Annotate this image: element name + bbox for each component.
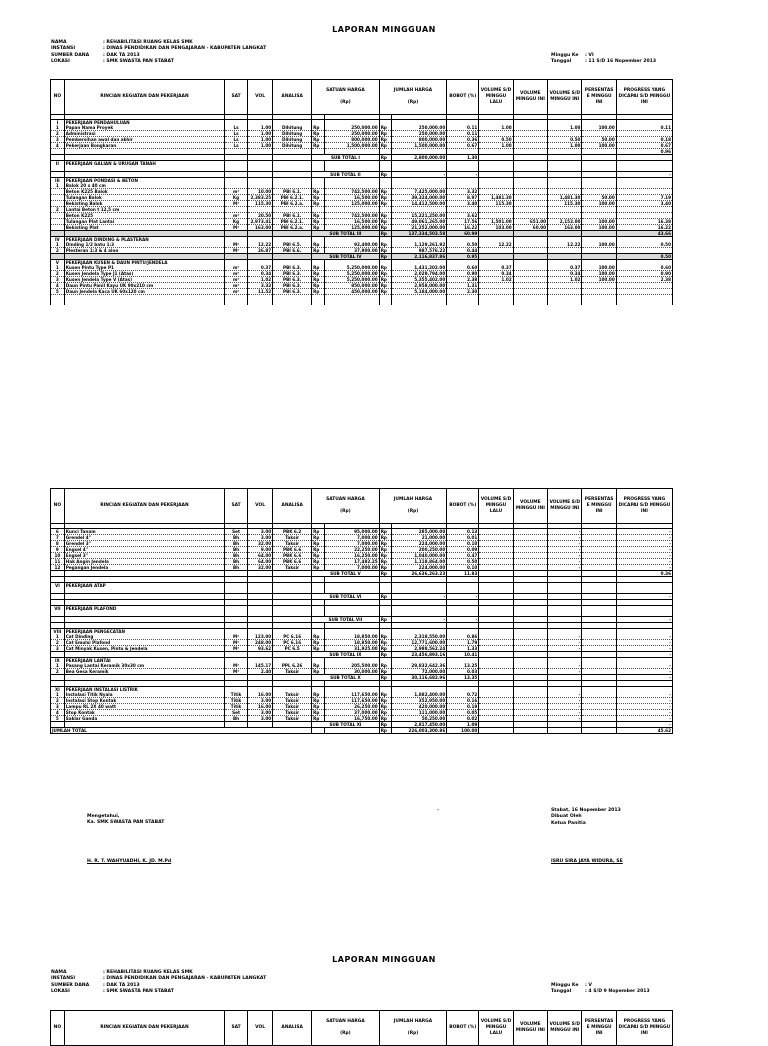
- section-title: PEKERJAAN PENDAHULUAN: [64, 120, 224, 126]
- col-header-rincian: RINCIAN KEGIATAN DAN PEKERJAAN: [64, 489, 224, 524]
- col-header-progress: PROGRESS YANG DICAPAI S/D MINGGU INI: [616, 80, 672, 115]
- table-row: 1 Balok 20 x 40 cm: [51, 183, 673, 189]
- report-title-page3: LAPORAN MINGGUAN: [332, 955, 436, 964]
- col-header-vol_lalu: VOLUME S/D MINGGU LALU: [479, 1011, 513, 1046]
- table-row: 2 Cat Emulsi Plafond M² 248.00 PC 6.16 Rp 18,850.00 Rp 12,771,600.00 1.79 - -: [51, 640, 673, 646]
- table-row: 3 Kusen Jendela Type V (Atas) m³ 1.02 PBI 6.3. Rp 5,250,000.00 Rp 5,355,402.00 2.38 1.02 1.02 100.00 2.38: [51, 277, 673, 283]
- subtotal-label: SUB TOTAL V: [312, 571, 380, 577]
- subtotal-row: SUB TOTAL IX Rp 23,456,893.16 10.41 -: [51, 652, 673, 658]
- subtotal-row: SUB TOTAL IV Rp 2,116,837.86 0.95 0.50: [51, 254, 673, 260]
- table-row: 9 Engsel 4" Bh 9.00 PBK 6.6 Rp 22,250.00 Rp 200,250.00 0.09 - -: [51, 547, 673, 553]
- col-header-analisa: ANALISA: [273, 1011, 312, 1046]
- table-row: Beton K225 Balok m³ 10.00 PBI 6.1. Rp 742,500.00 Rp 7,425,000.00 3.32: [51, 189, 673, 195]
- table-row: Beton K225 m³ 20.50 PBI 6.1. Rp 742,500.00 Rp 15,221,250.00 3.62: [51, 213, 673, 219]
- subtotal-row: SUB TOTAL II Rp - - -: [51, 172, 673, 178]
- subtotal-amount: -: [392, 617, 447, 623]
- table-header-row: [51, 80, 673, 115]
- table-row: 4 Pekerjaan Bongkaran Ls 1.00 Dihitung Rp 1,500,000.00 Rp 1,500,000.00 0.67 1.00 1.00 100.00 0.67: [51, 143, 673, 149]
- table-row: 3 Cat Minyak Kusen, Pintu & Jendela M² 93.62 PC 6.5 Rp 31,925.00 Rp 2,988,562.24 1.33 - -: [51, 646, 673, 652]
- table-row: 1 Instalasi Titik Nyala Titik 16.00 Taksir Rp 117,650.00 Rp 1,882,400.00 0.72 - -: [51, 692, 673, 698]
- section-row: IX PEKERJAAN LANTAI: [51, 658, 673, 664]
- section-title: PEKERJAAN LANTAI: [64, 658, 224, 664]
- section-title: PEKERJAAN ATAP: [64, 583, 224, 589]
- subtotal-row: SUB TOTAL VII Rp - - -: [51, 617, 673, 623]
- subtotal-row: SUB TOTAL III Rp 137,334,503.58 60.99 43.66: [51, 231, 673, 237]
- table-row: 7 Grendel 4" Bh 3.00 Taksir Rp 7,000.00 Rp 21,000.00 0.01 - -: [51, 535, 673, 541]
- table-row: 5 Daun Jendela Kaca UK 60x120 cm m² 11.52 PBI 6.3. Rp 450,000.00 Rp 5,184,000.00 2.30: [51, 289, 673, 295]
- col-header-vol: VOL: [248, 1011, 273, 1046]
- section-row: VII PEKERJAAN PLAFOND: [51, 606, 673, 612]
- subtotal-row: SUB TOTAL XI Rp 2,817,450.00 1.09 -: [51, 722, 673, 728]
- col-header-vol_ini: VOLUME MINGGU INI: [513, 1011, 547, 1046]
- section-row: III PEKERJAAN PONDASI & BETON: [51, 178, 673, 184]
- subtotal-amount: 137,334,503.58: [392, 231, 447, 237]
- table-row: 5 Saklar Ganda Bh 3.00 Taksir Rp 16,750.00 Rp 50,250.00 0.02 - -: [51, 716, 673, 722]
- table-row: 1 Dinding 1/2 batu 1:3 M² 12.22 PBI 6.5. Rp 92,400.00 Rp 1,129,261.92 0.50 12.22 12.22 100.00 0.50: [51, 242, 673, 248]
- col-header-vol_sd: VOLUME S/D MINGGU INI: [548, 489, 582, 524]
- grand-total-amount: 226,003,300.86: [392, 728, 447, 734]
- subtotal-label: SUB TOTAL I: [312, 155, 380, 161]
- report-title: LAPORAN MINGGUAN: [332, 25, 436, 34]
- col-header-persen: PERSENTAS E MINGGU INI: [582, 1011, 616, 1046]
- table-row: 12 Pegangan Jendela Bh 32.00 Taksir Rp 7,000.00 Rp 224,000.00 0.10 - -: [51, 565, 673, 571]
- subtotal-label: SUB TOTAL IV: [312, 254, 380, 260]
- col-header-jumlah: JUMLAH HARGA (Rp): [379, 80, 447, 115]
- col-header-no: NO: [51, 489, 65, 524]
- section-row: V PEKERJAAN KUSEN & DAUN PINTU/JENDELA: [51, 260, 673, 266]
- subtotal-label: SUB TOTAL IX: [312, 652, 380, 658]
- signature-left: Mengetahui, Ka. SMK SWASTA PAN STABAT H. R. T. WAHYUADHI, K. JD. M.Pd: [87, 814, 172, 864]
- signature-right-name: ISRU SIRA JAYA WIDURA, SE: [551, 859, 623, 865]
- section-row: VIII PEKERJAAN PENGECATAN: [51, 629, 673, 635]
- signature-right: Stabat, 16 Nopember 2013 Dibuat Oleh Ketua Panitia ISRU SIRA JAYA WIDURA, SE: [551, 808, 623, 865]
- table-row: 6 Kunci Tanam Set 3.00 PBK 6.2 Rp 95,000.00 Rp 285,000.00 0.13 - -: [51, 529, 673, 535]
- table-header-row: [51, 1011, 673, 1046]
- col-header-rincian: RINCIAN KEGIATAN DAN PEKERJAAN: [64, 80, 224, 115]
- table-row: 2 Lantai Beton t 12,5 cm: [51, 207, 673, 213]
- subtotal-amount: 30,116,682.96: [392, 675, 447, 681]
- table-row: 2 Instalasi Stop Kontak Titik 3.00 Taksir Rp 117,650.00 Rp 352,950.00 0.16 - -: [51, 698, 673, 704]
- table-row: 1 Papan Nama Proyek Ls 1.00 Dihitung Rp 250,000.00 Rp 250,000.00 0.11 1.00 1.00 100.00 0.11: [51, 125, 673, 131]
- table-row: 8 Grendel 3" Bh 32.00 Taksir Rp 7,000.00 Rp 224,000.00 0.10 - -: [51, 541, 673, 547]
- subtotal-label: SUB TOTAL XI: [312, 722, 380, 728]
- subtotal-row: SUB TOTAL VI Rp - - -: [51, 594, 673, 600]
- section-title: PEKERJAAN DINDING & PLASTERAN: [64, 237, 224, 243]
- col-header-vol_ini: VOLUME MINGGU INI: [513, 80, 547, 115]
- report-info: NAMA : REHABILITASI RUANG KELAS SMK INSTANSI : DINAS PENDIDIKAN DAN PENGAJARAN - KABUPATEN LANGKAT SUMBER DANA : DAK TA 2013 LOKASI : SMK SWASTA PAN STABAT: [51, 40, 267, 65]
- section-row: IV PEKERJAAN DINDING & PLASTERAN: [51, 237, 673, 243]
- table-row: 2 Plesteran 1:3 & 4 alon M² 26.87 PBI 6.6. Rp 37,900.00 Rp 987,576.22 0.44: [51, 248, 673, 254]
- table-row: 4 Daun Pintu Panil Kayu UK 90x210 cm m² 3.32 PBI 6.3. Rp 850,000.00 Rp 2,958,000.00 1.31: [51, 283, 673, 289]
- col-header-vol_lalu: VOLUME S/D MINGGU LALU: [479, 80, 513, 115]
- table-row: 2 Bea Gesa Keramik M² 2.40 Taksir Rp 30,000.00 Rp 72,000.00 0.03 - -: [51, 669, 673, 675]
- col-header-vol_lalu: VOLUME S/D MINGGU LALU: [479, 489, 513, 524]
- progress-table-page1: [50, 79, 673, 305]
- subtotal-row: SUB TOTAL X Rp 30,116,682.96 13.35 -: [51, 675, 673, 681]
- subtotal-amount: 2,817,450.00: [392, 722, 447, 728]
- col-header-satuan: SATUAN HARGA (Rp): [312, 1011, 380, 1046]
- table-header-row: [51, 489, 673, 524]
- subtotal-amount: -: [392, 594, 447, 600]
- grand-total-label: JUMLAH TOTAL: [51, 728, 312, 734]
- subtotal-row: SUB TOTAL I Rp 2,800,000.00 1.30: [51, 155, 673, 161]
- table-row: 3 Pembersihan awal dan akhir Ls 1.00 Dihitung Rp 800,000.00 Rp 800,000.00 0.36 0.50 0.50 50.00 0.18: [51, 137, 673, 143]
- col-header-sat: SAT: [225, 489, 248, 524]
- subtotal-label: SUB TOTAL X: [312, 675, 380, 681]
- col-header-analisa: ANALISA: [273, 489, 312, 524]
- table-row: 1 Cat Dinding M² 123.00 PC 6.16 Rp 18,850.00 Rp 2,318,550.00 0.86 - -: [51, 634, 673, 640]
- subtotal-label: SUB TOTAL II: [312, 172, 380, 178]
- grand-total-row: JUMLAH TOTAL Rp 226,003,300.86 100.00 45.62: [52, 728, 671, 733]
- subtotal-row: SUB TOTAL V Rp 26,636,263.23 11.83 0.36: [51, 571, 673, 577]
- subtotal-label: SUB TOTAL VI: [312, 594, 380, 600]
- col-header-vol_ini: VOLUME MINGGU INI: [513, 489, 547, 524]
- table-row: 2 Kusen Jendela Type J1 (Atas) m³ 0.34 PBI 6.3. Rp 5,250,000.00 Rp 2,029,794.00 0.90 0.34 0.34 100.00 0.90: [51, 271, 673, 277]
- col-header-vol: VOL: [248, 489, 273, 524]
- progress-table-page3-header: [50, 1010, 673, 1046]
- dash-mark: -: [437, 808, 439, 813]
- col-header-persen: PERSENTAS E MINGGU INI: [582, 489, 616, 524]
- col-header-bobot: BOBOT (%): [447, 80, 479, 115]
- table-row: 2 Administrasi Ls 1.00 Dihitung Rp 250,000.00 Rp 250,000.00 0.11: [51, 131, 673, 137]
- table-row: Bekisting Balok M² 115.30 PBI 6.2.a. Rp 125,000.00 Rp 14,412,500.00 3.40 115.30 115.30 100.00 3.40: [51, 201, 673, 207]
- col-header-jumlah: JUMLAH HARGA (Rp): [379, 489, 447, 524]
- table-row: Tulangan Plat Lantai Kg 2,973.41 PBI 6.2.1. Rp 16,500.00 Rp 49,061,265.00 17.56 1,501.00 651.00 2,152.00 100.00 16.38: [51, 219, 673, 225]
- section-title: PEKERJAAN PENGECATAN: [64, 629, 224, 635]
- col-header-vol_sd: VOLUME S/D MINGGU INI: [548, 80, 582, 115]
- col-header-no: NO: [51, 80, 65, 115]
- col-header-progress: PROGRESS YANG DICAPAI S/D MINGGU INI: [616, 1011, 672, 1046]
- col-header-vol: VOL: [248, 80, 273, 115]
- table-row: 3 Lampu RL 2X 40 watt Titik 16.00 Taksir Rp 26,250.00 Rp 420,000.00 0.19 - -: [51, 704, 673, 710]
- section-title: PEKERJAAN INSTALASI LISTRIK: [64, 687, 224, 693]
- section-title: PEKERJAAN PLAFOND: [64, 606, 224, 612]
- section-title: PEKERJAAN GALIAN & URUGAN TANAH: [64, 161, 224, 167]
- subtotal-amount: 26,636,263.23: [392, 571, 447, 577]
- subtotal-label: SUB TOTAL III: [312, 231, 380, 237]
- table-row: 1 Kusen Pintu Type P1 m³ 0.37 PBI 6.3. Rp 5,250,000.00 Rp 1,431,202.00 0.60 0.37 0.37 100.00 0.60: [51, 265, 673, 271]
- subtotal-label: SUB TOTAL VII: [312, 617, 380, 623]
- col-header-sat: SAT: [225, 1011, 248, 1046]
- col-header-vol_sd: VOLUME S/D MINGGU INI: [548, 1011, 582, 1046]
- col-header-bobot: BOBOT (%): [447, 489, 479, 524]
- col-header-jumlah: JUMLAH HARGA (Rp): [379, 1011, 447, 1046]
- table-row: 11 Hak Angin Jendela Bh 64.00 PBK 6.6 Rp 17,482.25 Rp 1,118,864.00 0.50 - -: [51, 559, 673, 565]
- subtotal-amount: 2,116,837.86: [392, 254, 447, 260]
- col-header-satuan: SATUAN HARGA (Rp): [312, 489, 380, 524]
- subtotal-amount: 2,800,000.00: [392, 155, 447, 161]
- blank-row: [51, 300, 673, 305]
- signature-left-name: H. R. T. WAHYUADHI, K. JD. M.Pd: [87, 858, 172, 864]
- table-row: 4 Stop Kontak Set 3.00 Taksir Rp 37,000.00 Rp 111,000.00 0.05 - -: [51, 710, 673, 716]
- col-header-analisa: ANALISA: [273, 80, 312, 115]
- report-week-info: Minggu Ke : VI Tanggal : 11 S/D 16 Nopember 2013: [551, 53, 657, 65]
- table-row: 1 Pasang Lantai Keramik 30x30 cm M² 145.17 PPL 6.26 Rp 205,500.00 Rp 29,832,642.36 13.25 - -: [51, 663, 673, 669]
- section-title: PEKERJAAN PONDASI & BETON: [64, 178, 224, 184]
- col-header-rincian: RINCIAN KEGIATAN DAN PEKERJAAN: [64, 1011, 224, 1046]
- section-row: II PEKERJAAN GALIAN & URUGAN TANAH: [51, 161, 673, 167]
- col-header-progress: PROGRESS YANG DICAPAI S/D MINGGU INI: [616, 489, 672, 524]
- col-header-sat: SAT: [225, 80, 248, 115]
- subtotal-amount: -: [392, 172, 447, 178]
- subtotal-amount: 23,456,893.16: [392, 652, 447, 658]
- col-header-persen: PERSENTAS E MINGGU INI: [582, 80, 616, 115]
- table-row: Bekisting Plat M² 163.00 PBI 6.2.a. Rp 125,000.00 Rp 21,252,000.00 16.22 103.00 60.00 163.00 100.00 16.22: [51, 225, 673, 231]
- table-row: 10 Engsel 3" Bh 64.00 PBK 6.6 Rp 16,250.00 Rp 1,040,000.00 0.47 - -: [51, 553, 673, 559]
- section-row: I PEKERJAAN PENDAHULUAN: [51, 120, 673, 126]
- col-header-bobot: BOBOT (%): [447, 1011, 479, 1046]
- section-row: XI PEKERJAAN INSTALASI LISTRIK: [51, 687, 673, 693]
- col-header-satuan: SATUAN HARGA (Rp): [312, 80, 380, 115]
- subtotal-progress-row: 0.96: [51, 149, 673, 155]
- section-row: VI PEKERJAAN ATAP: [51, 583, 673, 589]
- report-week-info-page3: Minggu Ke : V Tanggal : 4 S/D 9 Nopember 2013: [551, 983, 650, 995]
- col-header-no: NO: [51, 1011, 65, 1046]
- section-title: PEKERJAAN KUSEN & DAUN PINTU/JENDELA: [64, 260, 224, 266]
- report-info-page3: NAMA : REHABILITASI RUANG KELAS SMK INSTANSI : DINAS PENDIDIKAN DAN PENGAJARAN - KABUPATEN LANGKAT SUMBER DANA : DAK TA 2013 LOKASI : SMK SWASTA PAN STABAT: [51, 970, 267, 995]
- table-row: Tulangan Balok Kg 2,383.25 PBI 6.2.1. Rp 16,500.00 Rp 39,324,000.00 8.97 1,481.30 1,481.30 50.00 7.19: [51, 195, 673, 201]
- progress-table-page2: [50, 488, 673, 734]
